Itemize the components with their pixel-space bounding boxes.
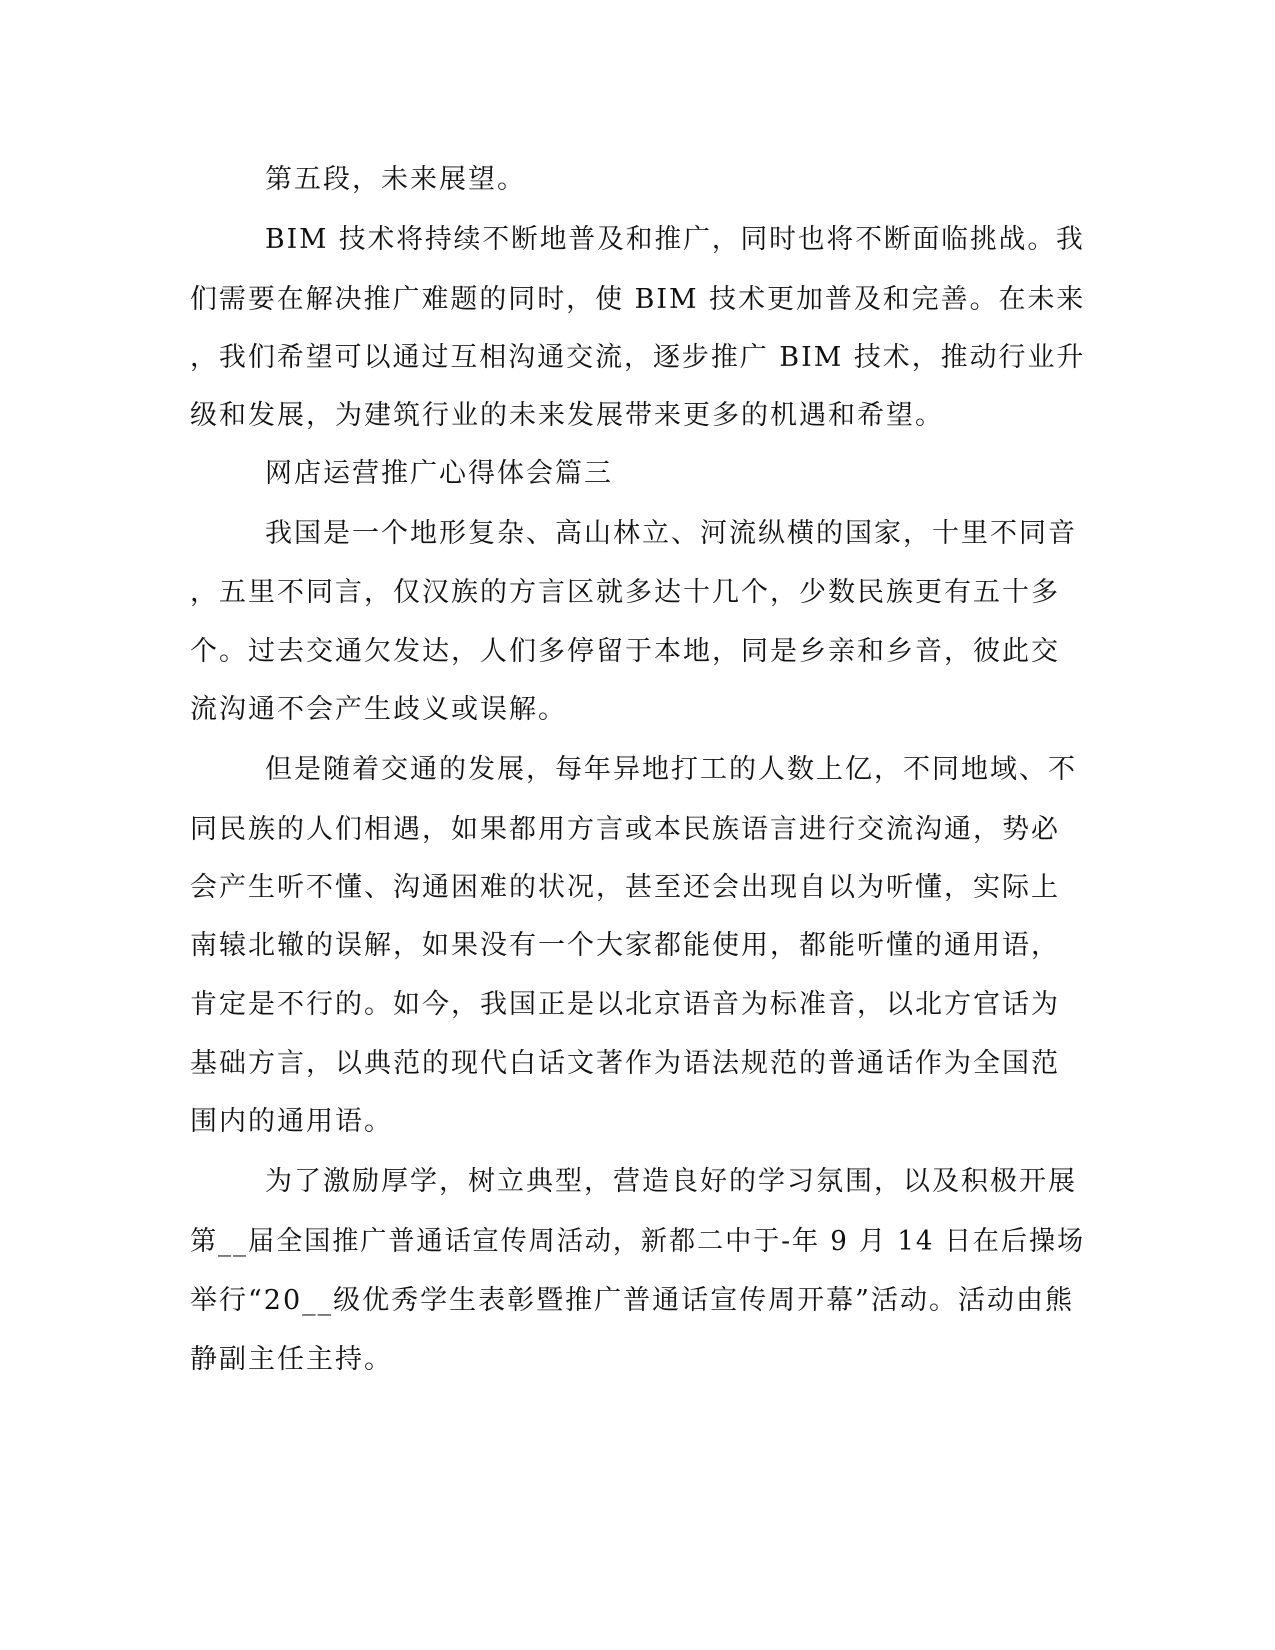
paragraph-line: ，我们希望可以通过互相沟通交流，逐步推广 BIM 技术，推动行业升	[190, 342, 1086, 373]
paragraph-line: 流沟通不会产生歧义或误解。	[190, 694, 567, 725]
paragraph-line: 但是随着交通的发展，每年异地打工的人数上亿，不同地域、不	[265, 754, 1077, 785]
paragraph-line: 们需要在解决推广难题的同时，使 BIM 技术更加普及和完善。在未来	[190, 284, 1086, 315]
paragraph-line: 同民族的人们相遇，如果都用方言或本民族语言进行交流沟通，势必	[190, 814, 1060, 845]
paragraph-line: ，五里不同言，仅汉族的方言区就多达十几个，少数民族更有五十多	[190, 577, 1060, 608]
paragraph-line: 第__届全国推广普通话宣传周活动，新都二中于-年 9 月 14 日在后操场	[190, 1226, 1086, 1257]
article-title: 网店运营推广心得体会篇三	[265, 458, 613, 489]
paragraph-line: 静副主任主持。	[190, 1344, 393, 1375]
paragraph-line: 肯定是不行的。如今，我国正是以北京语音为标准音，以北方官话为	[190, 989, 1060, 1020]
paragraph-line: BIM 技术将持续不断地普及和推广，同时也将不断面临挑战。我	[265, 224, 1085, 255]
paragraph-line: 个。过去交通欠发达，人们多停留于本地，同是乡亲和乡音，彼此交	[190, 636, 1060, 667]
paragraph-line: 基础方言，以典范的现代白话文著作为语法规范的普通话作为全国范	[190, 1048, 1060, 1079]
paragraph-line: 级和发展，为建筑行业的未来发展带来更多的机遇和希望。	[190, 400, 944, 431]
paragraph-line: 举行“20__级优秀学生表彰暨推广普通话宣传周开幕”活动。活动由熊	[190, 1285, 1074, 1316]
paragraph-line: 会产生听不懂、沟通困难的状况，甚至还会出现自以为听懂，实际上	[190, 872, 1060, 903]
paragraph-line: 为了激励厚学，树立典型，营造良好的学习氛围，以及积极开展	[265, 1166, 1077, 1197]
section-heading: 第五段，未来展望。	[265, 164, 526, 195]
paragraph-line: 我国是一个地形复杂、高山林立、河流纵横的国家，十里不同音	[265, 518, 1077, 549]
paragraph-line: 围内的通用语。	[190, 1106, 393, 1137]
paragraph-line: 南辕北辙的误解，如果没有一个大家都能使用，都能听懂的通用语，	[190, 930, 1060, 961]
